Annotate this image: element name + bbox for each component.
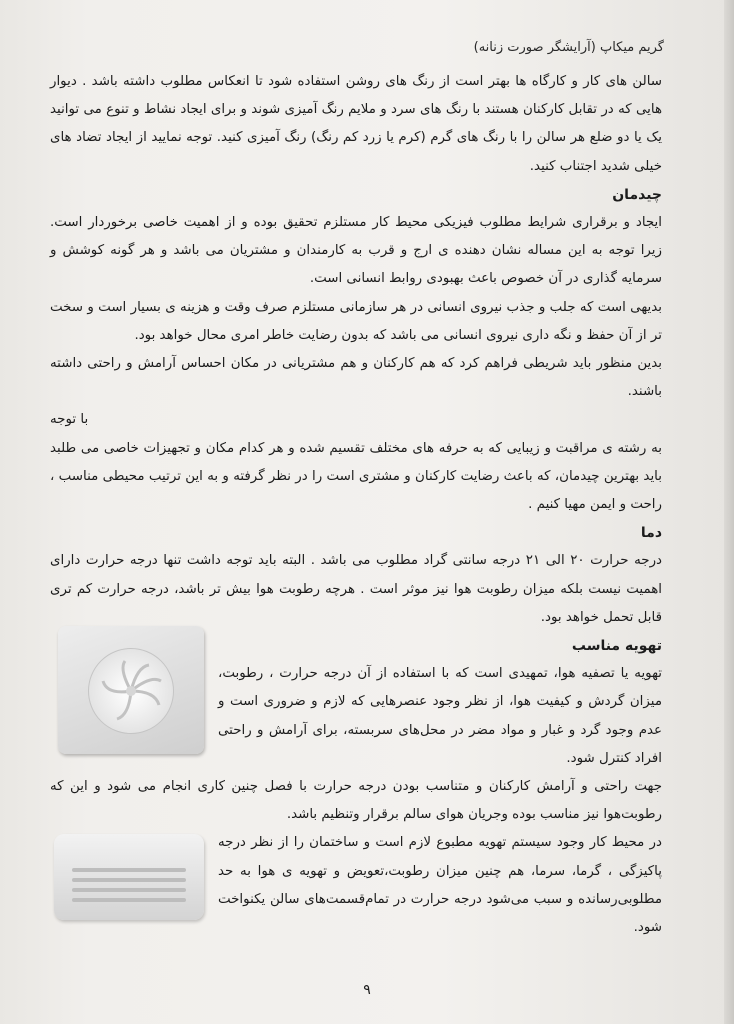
paragraph: جهت راحتی و آرامش کارکنان و متناسب بودن درجه حرارت با فصل چنین کاری انجام می شود و این که رطوبت‌هوا نیز مناسب بوده وجریان هوای سالم برقرار وتنظیم باشد.: [50, 779, 662, 823]
vent-slat: [72, 888, 186, 892]
fan-blades-icon: [88, 648, 174, 734]
running-header: گریم میکاپ (آرایشگر صورت زنانه): [473, 40, 664, 55]
paragraph: به رشته ی مراقبت و زیبایی که به حرفه های مختلف تقسیم شده و هر کدام مکان و تجهیزات خاصی می طلبد باید بهترین چیدمان، که باعث رضایت کارکنان و مشتری است را در نظر گرفته و به این ترتیب محیطی مناسب ، راحت و ایمن مهیا کنیم .: [50, 440, 662, 513]
exhaust-fan-image: [58, 626, 204, 754]
page-number: ۹: [363, 982, 371, 998]
vent-slat: [72, 898, 186, 902]
body-text: [50, 68, 662, 942]
paragraph: در محیط کار وجود سیستم تهویه مطبوع لازم است و ساختمان را از نظر درجه پاکیزگی ، گرما، سرما، هم چنین میزان رطوبت،تعویض و تهویه ی هوا به حد مطلوبی‌رسانده و سبب می‌شود درجه حرارت در تمام‌قسمت‌های سالن یکنواخت شود.: [218, 835, 662, 936]
section-heading: تهویه مناسب: [571, 638, 662, 655]
paragraph: سالن های کار و کارگاه ها بهتر است از رنگ های روشن استفاده شود تا انعکاس مطلوب داشته باشد . دیوار هایی که در تقابل کارکنان هستند با رنگ های سرد و ملایم رنگ آمیزی شوند و برای ایجاد نشاط و تنوع می توانید یک یا دو ضلع هر سالن را با رنگ های گرم (کرم یا زرد کم رنگ) رنگ آمیزی کنید. توجه نمایید از ایجاد تضاد های خیلی شدید اجتناب کنید.: [50, 74, 662, 174]
page-edge: [724, 0, 734, 1024]
paragraph: تهویه یا تصفیه هوا، تمهیدی است که با استفاده از آن درجه حرارت ، رطوبت، میزان گردش و کیفیت هوا، از نظر وجود عنصرهایی که لازم و ضروری است و عدم وجود گرد و غبار و مواد مضر در محل‌های سربسته، برای آرامش و راحتی افراد کنترل شود.: [218, 666, 662, 766]
air-cooler-image: [54, 834, 204, 920]
paragraph: ایجاد و برقراری شرایط مطلوب فیزیکی محیط کار مستلزم تحقیق بوده و از اهمیت خاصی برخوردار است. زیرا توجه به این مساله نشان دهنده ی ارج و قرب به کارمندان و مشتریان می باشد و هر گونه کوشش و سرمایه گذاری در آن خصوص باعث بهبودی روابط انسانی است.: [50, 215, 662, 287]
paragraph-fragment: با توجه: [50, 412, 89, 428]
paragraph: بدیهی است که جلب و جذب نیروی انسانی در هر سازمانی مستلزم صرف وقت و هزینه ی بسیار است و سخت تر از آن حفظ و نگه داری نیروی انسانی می باشد که بدون رضایت خاطر امری محال خواهد بود.: [50, 299, 662, 343]
vent-slat: [72, 878, 186, 882]
section-heading: دما: [640, 525, 662, 542]
section-heading: چیدمان: [612, 186, 662, 203]
vent-slat: [72, 868, 186, 872]
paragraph: بدین منظور باید شریطی فراهم کرد که هم کارکنان و هم مشتریانی در مکان احساس آرامش و راحتی داشته باشند.: [50, 356, 662, 400]
paragraph: درجه حرارت ۲۰ الی ۲۱ درجه سانتی گراد مطلوب می باشد . البته باید توجه داشت تنها درجه حرارت دارای اهمیت نیست بلکه میزان رطوبت هوا نیز موثر است . هرچه رطوبت هوا بیش تر باشد، درجه حرارت کم تری قابل تحمل خواهد بود.: [50, 553, 662, 625]
